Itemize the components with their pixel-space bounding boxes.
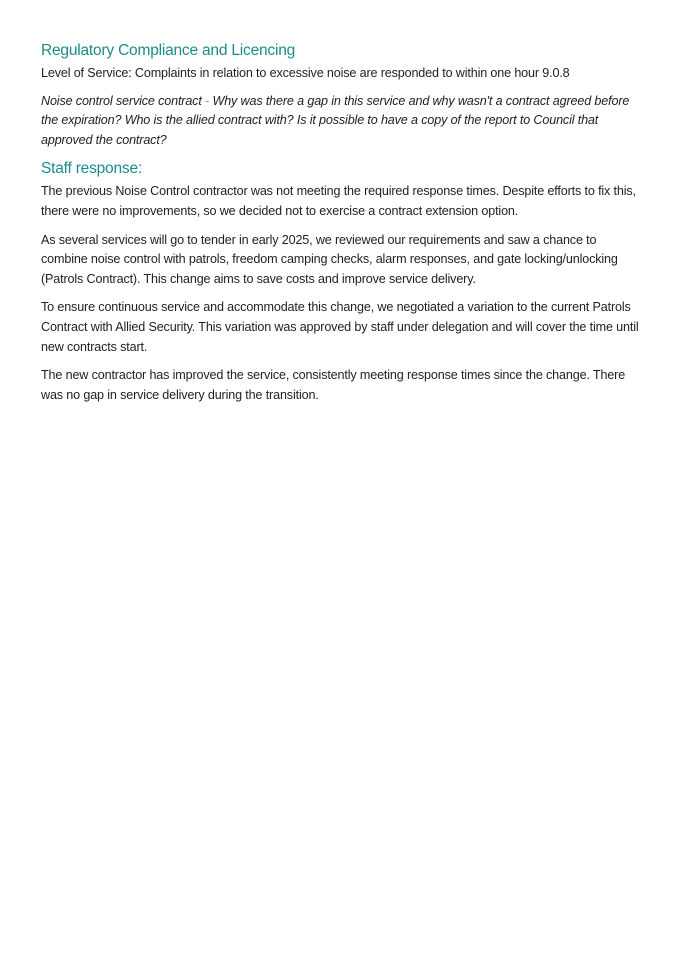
question-topic: Noise control service contract: [41, 93, 202, 108]
document-page: [41, 40, 641, 414]
response-paragraph: As several services will go to tender in early 2025, we reviewed our requirements and saw a chance to combine noise control with patrols, freedom camping checks, alarm responses, and gate locking/unlocking (Patrols Contract). This change aims to save costs and improve service delivery.: [41, 232, 618, 286]
question: [41, 92, 641, 151]
response-paragraph: The new contractor has improved the service, consistently meeting response times since the change. There was no gap in service delivery during the transition.: [41, 368, 626, 402]
staff-response-title: Staff response:: [41, 160, 142, 178]
response-paragraph: To ensure continuous service and accommodate this change, we negotiated a variation to the current Patrols Contract with Allied Security. This variation was approved by staff under delegation and will cover the time until new contracts start.: [41, 300, 639, 354]
section-title: Regulatory Compliance and Licencing: [41, 42, 296, 59]
response-paragraph: The previous Noise Control contractor was not meeting the required response times. Despite efforts to fix this, there were no improvements, so we decided not to exercise a contract extension option.: [41, 184, 636, 218]
question-text: Why was there a gap in this service and why wasn't a contract agreed before the expiration? Who is the allied contract with? Is it possible to have a copy of the report to Council that approved the contract?: [41, 93, 630, 147]
level-of-service: Level of Service: Complaints in relation to excessive noise are responded to within one hour 9.0.8: [41, 66, 570, 80]
question-separator: -: [205, 93, 210, 108]
